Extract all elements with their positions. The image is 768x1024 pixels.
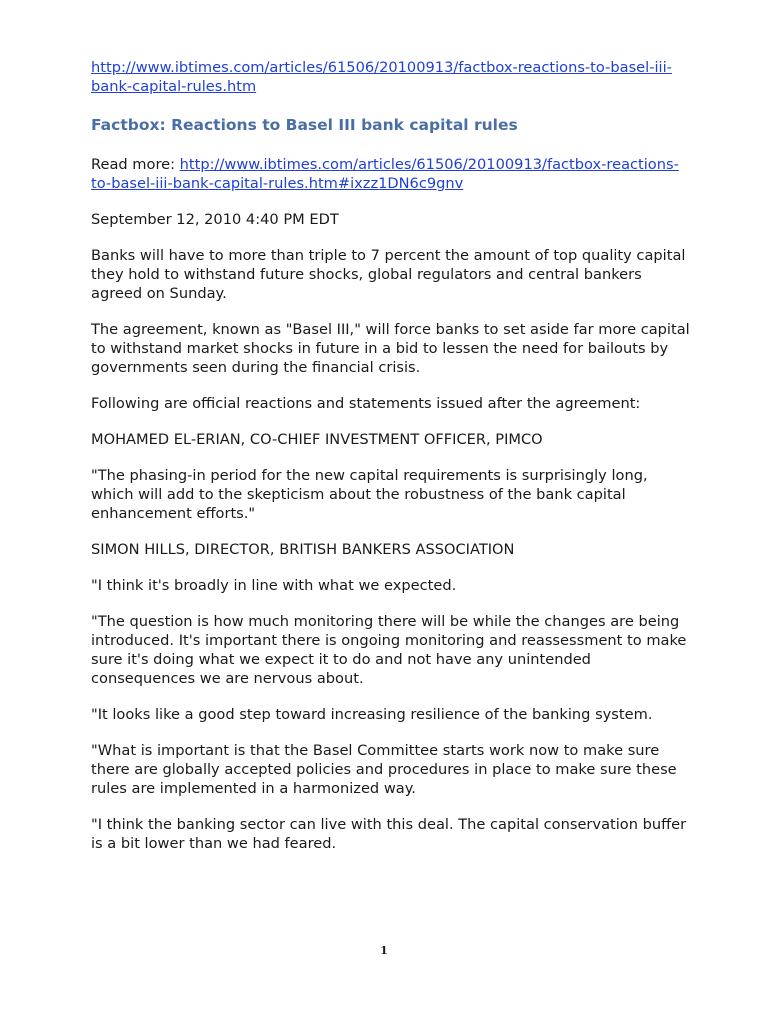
body-paragraph: The agreement, known as "Basel III," will force banks to set aside far more capital to withstand market shocks in future in a bid to lessen the need for bailouts by governments seen during the financial crisis. (91, 321, 690, 376)
source-link-paragraph (91, 58, 691, 96)
body-paragraph: Following are official reactions and statements issued after the agreement: (91, 395, 641, 412)
quote-paragraph: "The question is how much monitoring there will be while the changes are being introduced. It's important there is ongoing monitoring and reassessment to make sure it's doing what we expect it to do and not have any unintended consequences we are nervous about. (91, 613, 687, 687)
quote-paragraph: "The phasing-in period for the new capital requirements is surprisingly long, which will add to the skepticism about the robustness of the bank capital enhancement efforts." (91, 467, 648, 522)
article-title: Factbox: Reactions to Basel III bank capital rules (91, 116, 518, 134)
read-more-label: Read more: (91, 156, 180, 173)
read-more-paragraph (91, 155, 691, 193)
quote-paragraph: "I think the banking sector can live with this deal. The capital conservation buffer is a bit lower than we had feared. (91, 816, 687, 852)
source-link[interactable]: http://www.ibtimes.com/articles/61506/20100913/factbox-reactions-to-basel-iii-bank-capital-rules.htm (91, 59, 672, 95)
read-more-link[interactable]: http://www.ibtimes.com/articles/61506/20100913/factbox-reactions-to-basel-iii-bank-capital-rules.htm#ixzz1DN6c9gnv (91, 156, 679, 192)
speaker-heading: SIMON HILLS, DIRECTOR, BRITISH BANKERS ASSOCIATION (91, 541, 515, 558)
quote-paragraph: "It looks like a good step toward increasing resilience of the banking system. (91, 706, 653, 723)
body-paragraph: Banks will have to more than triple to 7 percent the amount of top quality capital they hold to withstand future shocks, global regulators and central bankers agreed on Sunday. (91, 247, 686, 302)
speaker-heading: MOHAMED EL-ERIAN, CO-CHIEF INVESTMENT OFFICER, PIMCO (91, 431, 543, 448)
dateline: September 12, 2010 4:40 PM EDT (91, 211, 339, 228)
document-body (91, 58, 691, 870)
page-number: 1 (380, 944, 388, 957)
quote-paragraph: "What is important is that the Basel Committee starts work now to make sure there are globally accepted policies and procedures in place to make sure these rules are implemented in a harmonized way. (91, 742, 677, 797)
quote-paragraph: "I think it's broadly in line with what we expected. (91, 577, 457, 594)
